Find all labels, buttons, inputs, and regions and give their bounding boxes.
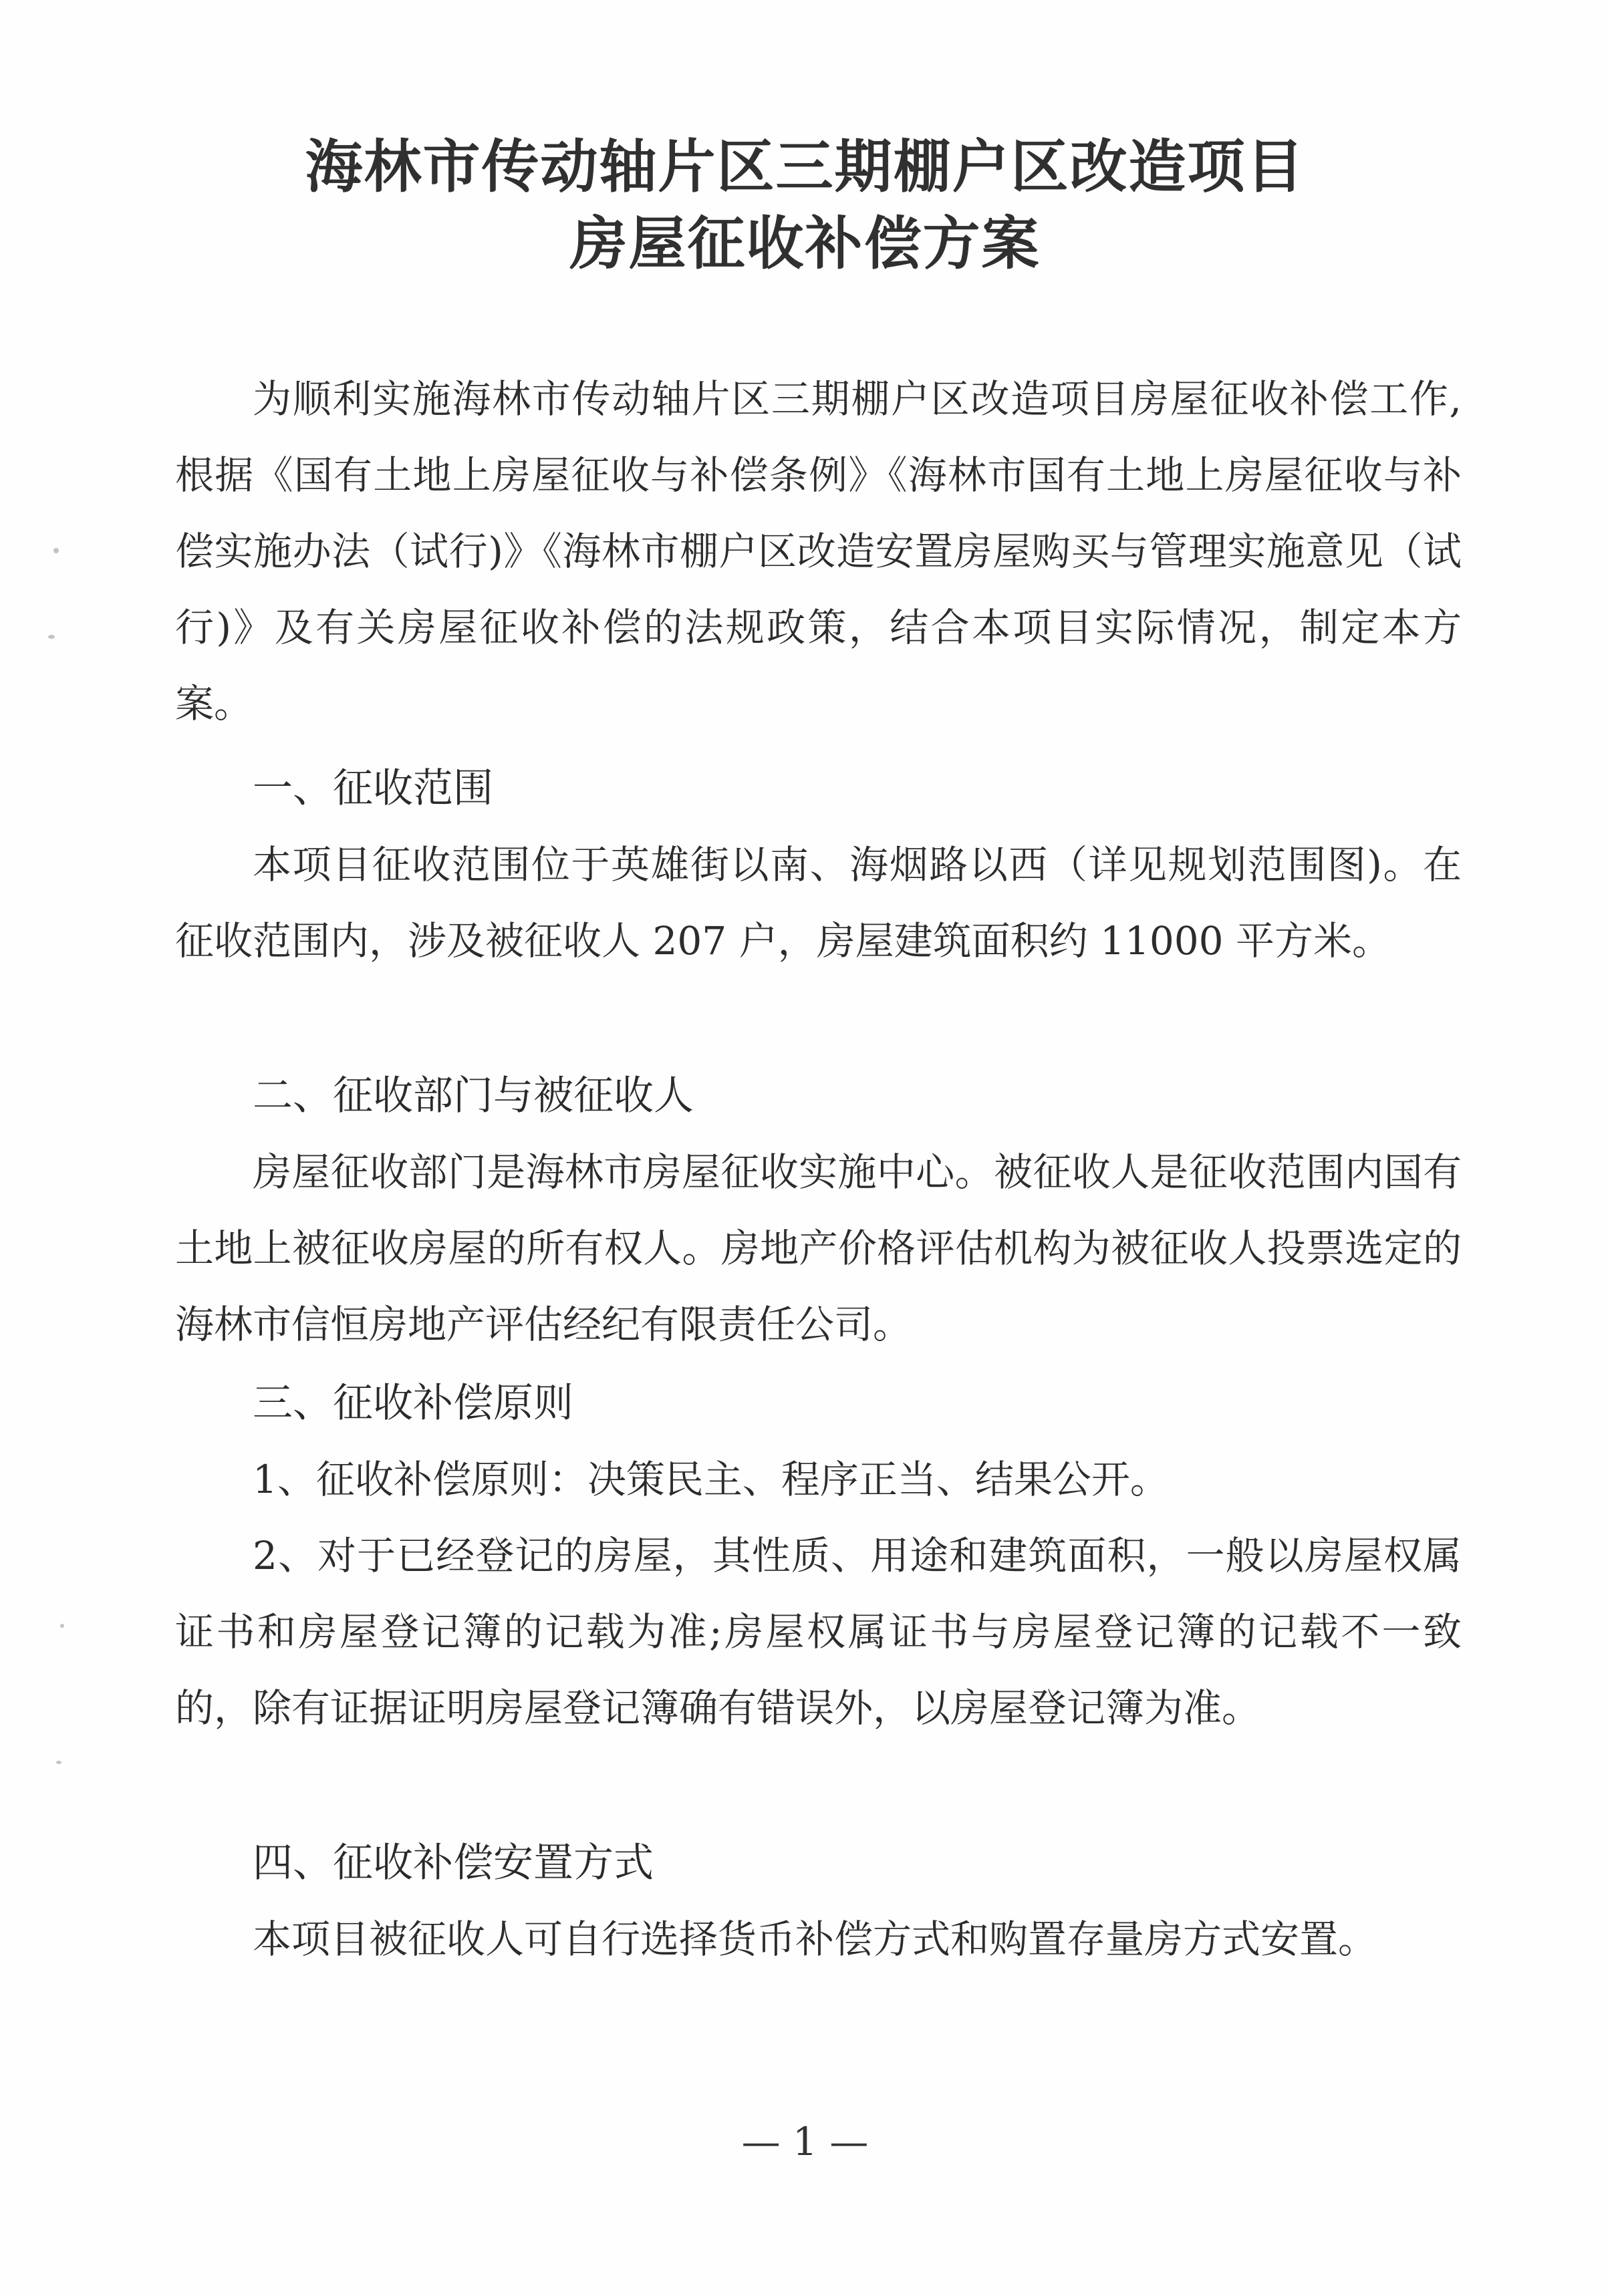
scan-speck xyxy=(53,548,59,553)
section-3-body-1 xyxy=(175,1441,1462,1518)
document-title-line-2: 房屋征收补偿方案 xyxy=(569,210,1041,277)
section-1-body xyxy=(175,827,1462,979)
section-paragraph: 1、征收补偿原则：决策民主、程序正当、结果公开。 xyxy=(253,1457,1169,1502)
section-heading: 三、征收补偿原则 xyxy=(253,1380,573,1427)
section-4 xyxy=(175,1825,1462,1901)
page-number: — 1 — xyxy=(741,2119,869,2164)
section-heading: 一、征收范围 xyxy=(253,765,493,812)
section-heading: 二、征收部门与被征收人 xyxy=(253,1072,694,1119)
section-3 xyxy=(175,1365,1462,1441)
document-title-line-1: 海林市传动轴片区三期棚户区改造项目 xyxy=(305,134,1305,200)
section-paragraph: 2、对于已经登记的房屋，其性质、用途和建筑面积，一般以房屋权属证书和房屋登记簿的记载为准;房屋权属证书与房屋登记簿的记载不一致的，除有证据证明房屋登记簿确有错误外，以房屋登记簿为准。 xyxy=(175,1533,1462,1731)
section-paragraph: 房屋征收部门是海林市房屋征收实施中心。被征收人是征收范围内国有土地上被征收房屋的所有权人。房地产价格评估机构为被征收人投票选定的海林市信恒房地产评估经纪有限责任公司。 xyxy=(175,1149,1462,1347)
section-paragraph: 本项目被征收人可自行选择货币补偿方式和购置存量房方式安置。 xyxy=(253,1916,1377,1962)
scan-speck xyxy=(56,1761,61,1764)
section-heading: 四、征收补偿安置方式 xyxy=(253,1840,654,1886)
section-1 xyxy=(175,750,1462,827)
section-2 xyxy=(175,1058,1462,1134)
intro-paragraph: 为顺利实施海林市传动轴片区三期棚户区改造项目房屋征收补偿工作,根据《国有土地上房屋征收与补偿条例》《海林市国有土地上房屋征收与补偿实施办法（试行)》《海林市棚户区改造安置房屋购买与管理实施意见（试行)》及有关房屋征收补偿的法规政策，结合本项目实际情况，制定本方案。 xyxy=(175,376,1462,726)
scan-speck xyxy=(48,635,55,639)
section-3-body-2 xyxy=(175,1518,1462,1746)
section-4-body xyxy=(175,1901,1462,1977)
section-2-body xyxy=(175,1134,1462,1362)
scan-speck xyxy=(60,1624,64,1628)
section-paragraph: 本项目征收范围位于英雄街以南、海烟路以西（详见规划范围图)。在征收范围内，涉及被征收人 207 户，房屋建筑面积约 11000 平方米。 xyxy=(175,842,1462,964)
intro-paragraph-block xyxy=(175,361,1462,742)
